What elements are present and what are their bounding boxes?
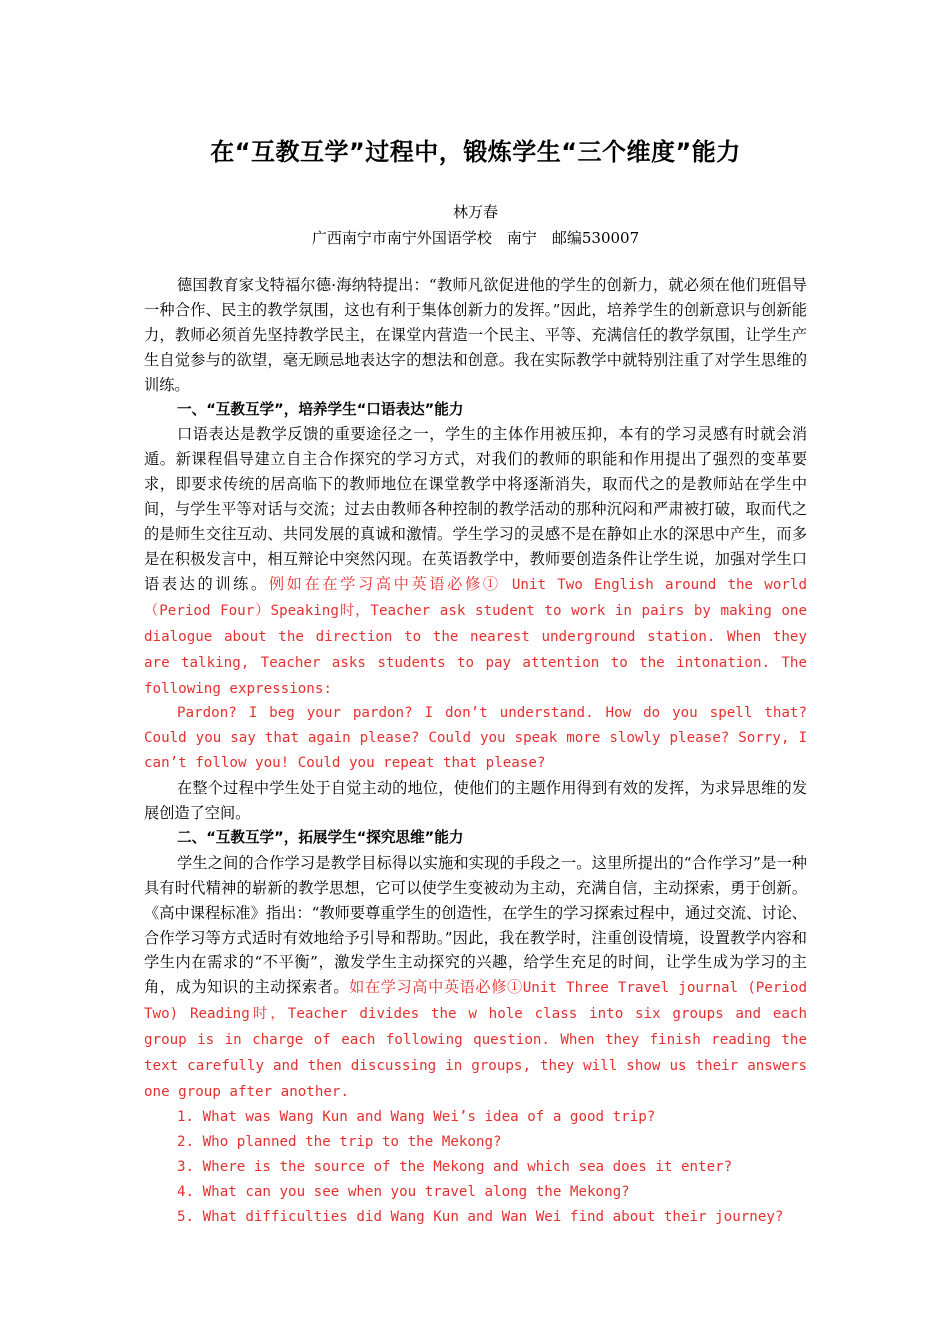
page-title: 在“互教互学”过程中，锻炼学生“三个维度”能力 xyxy=(210,138,741,166)
question-item: 4. What can you see when you travel along the Mekong? xyxy=(177,1183,630,1200)
question-item: 5. What difficulties did Wang Kun and Wan Wei find about their journey? xyxy=(177,1208,784,1225)
section-1-conclusion: 在整个过程中学生处于自觉主动的地位，使他们的主题作用得到有效的发挥，为求异思维的发展创造了空间。 xyxy=(144,779,807,823)
section-2-example-intro: 如在学习高中英语必修① xyxy=(349,978,523,997)
question-list xyxy=(144,1105,807,1230)
document-body xyxy=(144,273,807,1229)
author-name: 林万春 xyxy=(452,203,498,221)
question-item: 1. What was Wang Kun and Wang Wei’s idea of a good trip? xyxy=(177,1108,656,1125)
author-affiliation: 广西南宁市南宁外国语学校 南宁 邮编530007 xyxy=(311,229,640,247)
section-1-example-intro: 例如在在学习高中英语必修① xyxy=(268,574,501,593)
section-1-expressions: Pardon? I beg your pardon? I don’t understand. How do you spell that? Could you say that again please? Could you speak more slowly please? Sorry, I can’t follow you! Could you repeat that please? xyxy=(144,705,807,772)
section-2-example-text: Unit Three Travel journal (Period Two) Reading时，Teacher divides the w hole class into six groups and each group is in charge of each following question. When they finish reading the text carefully and then discussing in groups, they will show us their answers one group after another. xyxy=(144,980,807,1100)
section-2-heading: 二、“互教互学”，拓展学生“探究思维”能力 xyxy=(177,828,464,846)
section-1-heading: 一、“互教互学”，培养学生“口语表达”能力 xyxy=(177,400,464,418)
section-2-text: 学生之间的合作学习是教学目标得以实施和实现的手段之一。这里所提出的“合作学习”是一种具有时代精神的崭新的教学思想，它可以使学生变被动为主动，充满自信，主动探索，勇于创新。《高中课程标准》指出：“教师要尊重学生的创造性，在学生的学习探索过程中，通过交流、讨论、合作学习等方式适时有效地给予引导和帮助。”因此，我在教学时，注重创设情境，设置教学内容和学生内在需求的“不平衡”，激发学生主动探究的兴趣，给学生充足的时间，让学生成为学习的主角，成为知识的主动探索者。 xyxy=(144,853,807,997)
question-item: 3. Where is the source of the Mekong and which sea does it enter? xyxy=(177,1158,733,1175)
section-1-example-text: Unit Two English around the world （Period Four）Speaking时，Teacher ask student to work in pairs by making one dialogue about the direction to the nearest underground station. When they are talking, Teacher asks students to pay attention to the intonation. The following expressions: xyxy=(144,576,808,697)
section-1-paragraph xyxy=(144,422,807,701)
intro-paragraph: 德国教育家戈特福尔德·海纳特提出：“教师凡欲促进他的学生的创新力，就必须在他们班倡导一种合作、民主的教学氛围，这也有利于集体创新力的发挥。”因此，培养学生的创新意识与创新能力，教师必须首先坚持教学民主，在课堂内营造一个民主、平等、充满信任的教学氛围，让学生产生自觉参与的欲望，毫无顾忌地表达字的想法和创意。我在实际教学中就特别注重了对学生思维的训练。 xyxy=(144,276,807,394)
section-2-paragraph xyxy=(144,851,807,1105)
section-1-text: 口语表达是教学反馈的重要途径之一，学生的主体作用被压抑，本有的学习灵感有时就会消遁。新课程倡导建立自主合作探究的学习方式，对我们的教师的职能和作用提出了强烈的变革要求，即要求传统的居高临下的教师地位在课堂教学中将逐渐消失，取而代之的是教师站在学生中间，与学生平等对话与交流；过去由教师各种控制的教学活动的那种沉闷和严肃被打破，取而代之的是师生交往互动、共同发展的真诚和激情。学生学习的灵感不是在静如止水的深思中产生，而多是在积极发言中，相互辩论中突然闪现。在英语教学中，教师要创造条件让学生说，加强对学生口语表达的训练。 xyxy=(144,425,807,593)
question-item: 2. Who planned the trip to the Mekong? xyxy=(177,1133,502,1150)
